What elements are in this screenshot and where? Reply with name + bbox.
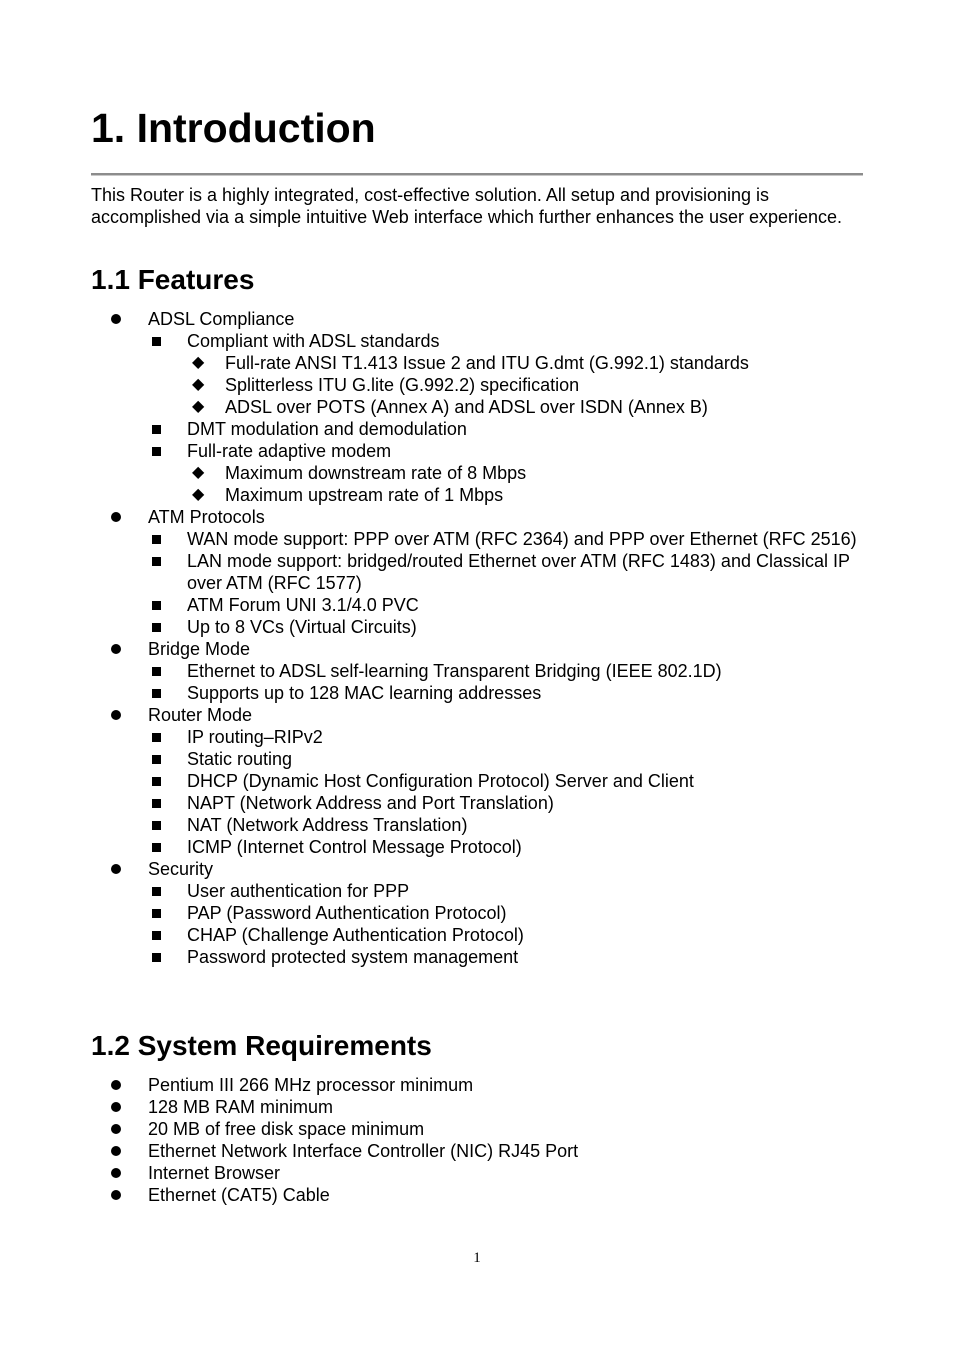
- list-item-text: Ethernet (CAT5) Cable: [148, 1185, 330, 1205]
- list-item: [91, 880, 863, 902]
- list-item: [91, 726, 863, 748]
- list-item: [91, 616, 863, 638]
- list-item: [91, 792, 863, 814]
- list-item-text: User authentication for PPP: [187, 881, 410, 901]
- square-bullet-icon: [152, 425, 161, 434]
- list-item-text: ICMP (Internet Control Message Protocol): [187, 837, 522, 857]
- square-bullet-icon: [152, 535, 161, 544]
- square-bullet-icon: [152, 909, 161, 918]
- system-requirements-list: [91, 1074, 863, 1206]
- list-item-text: Full-rate adaptive modem: [187, 441, 392, 461]
- list-item: [91, 902, 863, 924]
- list-item-text: NAPT (Network Address and Port Translation): [187, 793, 554, 813]
- list-item: [91, 550, 863, 594]
- diamond-bullet-icon: ◆: [192, 464, 205, 481]
- list-item-text: Static routing: [187, 749, 293, 769]
- chapter-title: 1. Introduction: [91, 105, 376, 151]
- round-bullet-icon: [111, 314, 121, 324]
- round-bullet-icon: [111, 710, 121, 720]
- list-item: [91, 924, 863, 946]
- square-bullet-icon: [152, 733, 161, 742]
- square-bullet-icon: [152, 689, 161, 698]
- list-item: [91, 308, 863, 330]
- square-bullet-icon: [152, 887, 161, 896]
- list-item-text: WAN mode support: PPP over ATM (RFC 2364) and PPP over Ethernet (RFC 2516): [187, 529, 857, 549]
- list-item-text: NAT (Network Address Translation): [187, 815, 468, 835]
- page-number: 1: [473, 1250, 481, 1266]
- round-bullet-icon: [111, 864, 121, 874]
- list-item: [91, 528, 863, 550]
- round-bullet-icon: [111, 512, 121, 522]
- square-bullet-icon: [152, 821, 161, 830]
- round-bullet-icon: [111, 1124, 121, 1134]
- list-item: [91, 1140, 863, 1162]
- list-item-text: DMT modulation and demodulation: [187, 419, 467, 439]
- list-item: [91, 352, 863, 374]
- round-bullet-icon: [111, 1080, 121, 1090]
- square-bullet-icon: [152, 667, 161, 676]
- list-item-text: Splitterless ITU G.lite (G.992.2) specification: [225, 375, 580, 395]
- list-item: [91, 484, 863, 506]
- list-item-text: 20 MB of free disk space minimum: [148, 1119, 425, 1139]
- features-heading: 1.1 Features: [91, 264, 255, 295]
- list-item-text: Internet Browser: [148, 1163, 281, 1183]
- list-item: [91, 506, 863, 528]
- list-item-text: Router Mode: [148, 705, 253, 725]
- list-item-text: DHCP (Dynamic Host Configuration Protocol) Server and Client: [187, 771, 694, 791]
- round-bullet-icon: [111, 1168, 121, 1178]
- list-item-text: ADSL over POTS (Annex A) and ADSL over ISDN (Annex B): [225, 397, 708, 417]
- list-item: [91, 418, 863, 440]
- list-item-text: Compliant with ADSL standards: [187, 331, 440, 351]
- list-item: [91, 858, 863, 880]
- list-item: [91, 814, 863, 836]
- square-bullet-icon: [152, 777, 161, 786]
- list-item-text: CHAP (Challenge Authentication Protocol): [187, 925, 524, 945]
- square-bullet-icon: [152, 623, 161, 632]
- list-item: [91, 1074, 863, 1096]
- diamond-bullet-icon: ◆: [192, 486, 205, 503]
- diamond-bullet-icon: ◆: [192, 376, 205, 393]
- square-bullet-icon: [152, 447, 161, 456]
- list-item-text: ATM Forum UNI 3.1/4.0 PVC: [187, 595, 419, 615]
- list-item-text: ADSL Compliance: [148, 309, 295, 329]
- list-item-text: Full-rate ANSI T1.413 Issue 2 and ITU G.dmt (G.992.1) standards: [225, 353, 749, 373]
- features-list: [91, 308, 863, 968]
- square-bullet-icon: [152, 601, 161, 610]
- list-item-text: Pentium III 266 MHz processor minimum: [148, 1075, 474, 1095]
- list-item: [91, 1118, 863, 1140]
- square-bullet-icon: [152, 755, 161, 764]
- square-bullet-icon: [152, 953, 161, 962]
- list-item: [91, 1096, 863, 1118]
- list-item-text: Bridge Mode: [148, 639, 251, 659]
- list-item-text: LAN mode support: bridged/routed Ethernet over ATM (RFC 1483) and Classical IP over ATM (RFC 1577): [187, 551, 850, 593]
- list-item-text: ATM Protocols: [148, 507, 265, 527]
- list-item: [91, 330, 863, 352]
- list-item-text: IP routing–RIPv2: [187, 727, 323, 747]
- list-item-text: Password protected system management: [187, 947, 519, 967]
- title-divider: [91, 173, 863, 176]
- list-item: [91, 374, 863, 396]
- list-item-text: Up to 8 VCs (Virtual Circuits): [187, 617, 417, 637]
- list-item: [91, 836, 863, 858]
- round-bullet-icon: [111, 1190, 121, 1200]
- round-bullet-icon: [111, 644, 121, 654]
- round-bullet-icon: [111, 1102, 121, 1112]
- square-bullet-icon: [152, 557, 161, 566]
- round-bullet-icon: [111, 1146, 121, 1156]
- list-item: [91, 682, 863, 704]
- square-bullet-icon: [152, 931, 161, 940]
- list-item: [91, 638, 863, 660]
- list-item-text: Security: [148, 859, 214, 879]
- list-item: [91, 704, 863, 726]
- list-item-text: Supports up to 128 MAC learning addresses: [187, 683, 542, 703]
- list-item: [91, 946, 863, 968]
- square-bullet-icon: [152, 799, 161, 808]
- list-item: [91, 594, 863, 616]
- list-item-text: PAP (Password Authentication Protocol): [187, 903, 507, 923]
- square-bullet-icon: [152, 843, 161, 852]
- square-bullet-icon: [152, 337, 161, 346]
- list-item-text: Maximum upstream rate of 1 Mbps: [225, 485, 504, 505]
- list-item: [91, 440, 863, 462]
- list-item: [91, 660, 863, 682]
- list-item: [91, 748, 863, 770]
- diamond-bullet-icon: ◆: [192, 354, 205, 371]
- list-item: [91, 1162, 863, 1184]
- list-item-text: Maximum downstream rate of 8 Mbps: [225, 463, 527, 483]
- system-requirements-heading: 1.2 System Requirements: [91, 1030, 432, 1061]
- list-item: [91, 770, 863, 792]
- list-item: [91, 1184, 863, 1206]
- list-item: [91, 462, 863, 484]
- list-item-text: 128 MB RAM minimum: [148, 1097, 334, 1117]
- list-item-text: Ethernet to ADSL self-learning Transparent Bridging (IEEE 802.1D): [187, 661, 722, 681]
- list-item-text: Ethernet Network Interface Controller (NIC) RJ45 Port: [148, 1141, 579, 1161]
- diamond-bullet-icon: ◆: [192, 398, 205, 415]
- list-item: [91, 396, 863, 418]
- intro-paragraph: This Router is a highly integrated, cost-effective solution. All setup and provisioning is accomplished via a simple intuitive Web interface which further enhances the user experience.: [91, 185, 843, 227]
